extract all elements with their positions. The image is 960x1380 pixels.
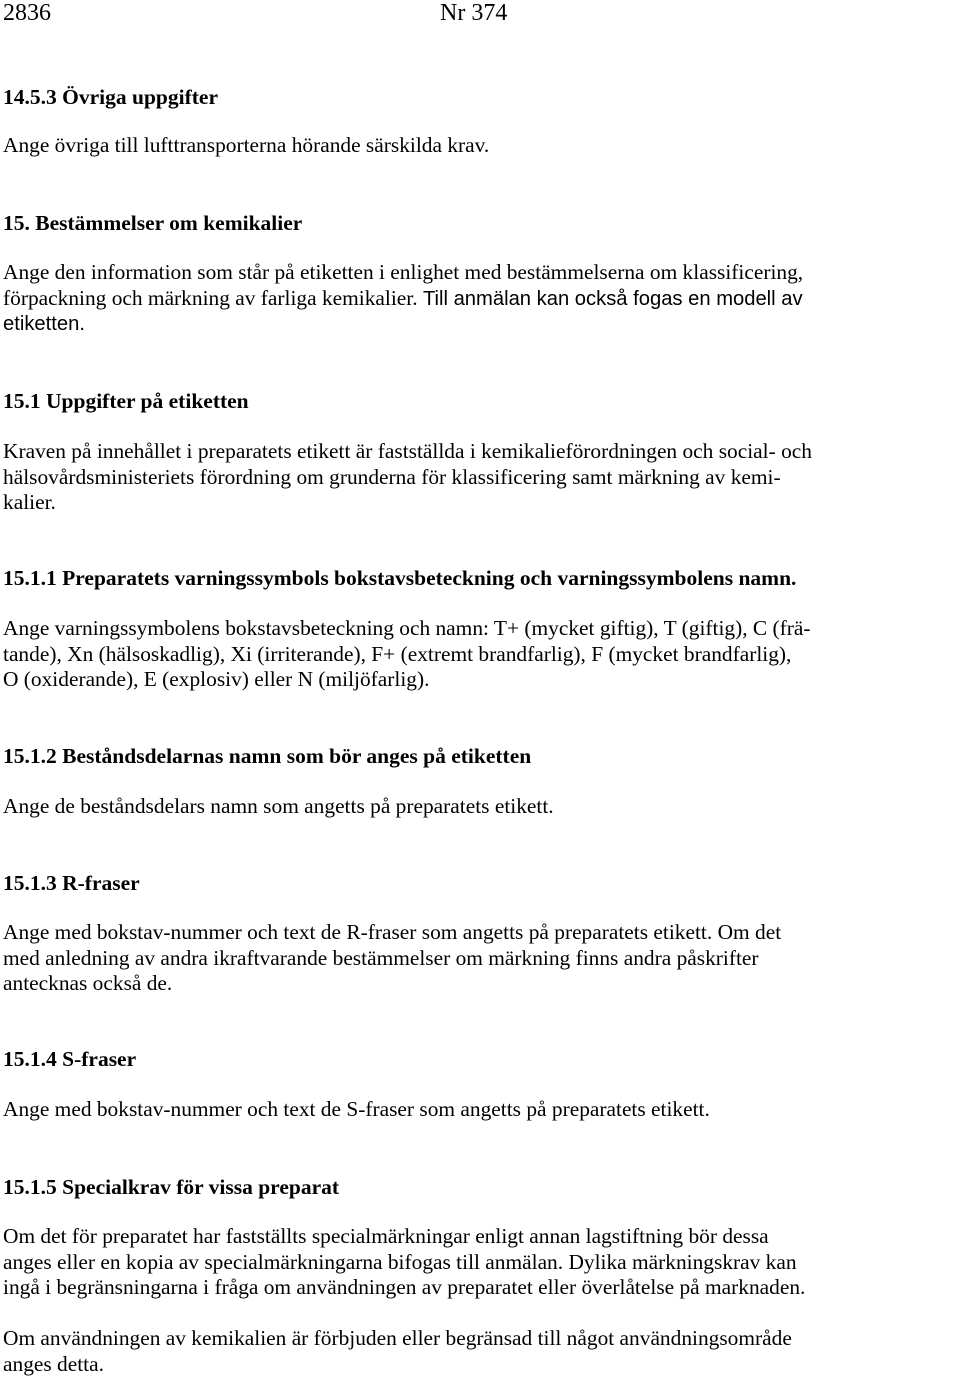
page-number: 2836 (3, 0, 51, 26)
text-line: Ange med bokstav-nummer och text de R-fraser som angetts på preparatets etikett. Om det (3, 920, 782, 944)
paragraph-15-1-2 (3, 794, 959, 820)
text-line (3, 312, 959, 338)
paragraph-15-1-3 (3, 920, 959, 997)
heading-15-1: 15.1 Uppgifter på etiketten (3, 389, 249, 413)
text-line: anges eller en kopia av specialmärkningarna bifogas till anmälan. Dylika märkningskrav kan (3, 1249, 797, 1274)
paragraph-15-1-1 (3, 616, 959, 693)
text-line: kalier. (3, 490, 56, 515)
heading-15-1-3: 15.1.3 R-fraser (3, 871, 140, 895)
paragraph-14-5-3 (3, 133, 959, 159)
text-line: ingå i begränsningarna i fråga om användningen av preparatet eller överlåtelse på marknaden. (3, 1275, 806, 1300)
text-line: antecknas också de. (3, 971, 173, 996)
text-line: Ange varningssymbolens bokstavsbeteckning och namn: T+ (mycket giftig), T (giftig), C (frä- (3, 616, 811, 640)
text-segment-sans: Till anmälan kan också fogas en modell av (422, 287, 803, 310)
heading-14-5-3: 14.5.3 Övriga uppgifter (3, 85, 218, 109)
text-line: anges detta. (3, 1351, 104, 1376)
heading-15-1-1: 15.1.1 Preparatets varningssymbols bokstavsbeteckning och varningssymbolens namn. (3, 566, 797, 590)
text-line: tande), Xn (hälsoskadlig), Xi (irriterande), F+ (extremt brandfarlig), F (mycket brandfarlig), (3, 641, 792, 666)
paragraph-15-1-5-b (3, 1326, 959, 1377)
text-line: O (oxiderande), E (explosiv) eller N (miljöfarlig). (3, 667, 430, 692)
text-segment: förpackning och märkning av farliga kemikalier. (3, 285, 423, 310)
text-line: Ange de beståndsdelars namn som angetts på preparatets etikett. (3, 794, 554, 818)
heading-15-1-5: 15.1.5 Specialkrav för vissa preparat (3, 1175, 340, 1199)
text-line: hälsovårdsministeriets förordning om grunderna för klassificering samt märkning av kemi- (3, 464, 781, 489)
paragraph-15-1 (3, 439, 959, 516)
text-line: Ange övriga till lufttransporterna hörande särskilda krav. (3, 133, 490, 157)
text-line (3, 286, 959, 313)
text-line: Ange den information som står på etiketten i enlighet med bestämmelserna om klassificering, (3, 260, 804, 284)
text-line: Om användningen av kemikalien är förbjuden eller begränsad till något användningsområde (3, 1326, 792, 1350)
heading-15-1-2: 15.1.2 Beståndsdelarnas namn som bör anges på etiketten (3, 744, 532, 768)
issue-number: Nr 374 (440, 0, 508, 26)
text-segment-sans: etiketten. (3, 313, 85, 336)
paragraph-15-1-4 (3, 1097, 959, 1123)
paragraph-15-1-5 (3, 1224, 959, 1301)
heading-15-1-4: 15.1.4 S-fraser (3, 1047, 137, 1071)
text-line: Kraven på innehållet i preparatets etikett är fastställda i kemikalieförordningen och social- och (3, 439, 812, 463)
text-line: Om det för preparatet har fastställts specialmärkningar enligt annan lagstiftning bör dessa (3, 1224, 769, 1248)
text-line: med anledning av andra ikraftvarande bestämmelser om märkning finns andra påskrifter (3, 945, 759, 970)
text-line: Ange med bokstav-nummer och text de S-fraser som angetts på preparatets etikett. (3, 1097, 710, 1121)
paragraph-15 (3, 260, 959, 338)
heading-15: 15. Bestämmelser om kemikalier (3, 211, 303, 235)
